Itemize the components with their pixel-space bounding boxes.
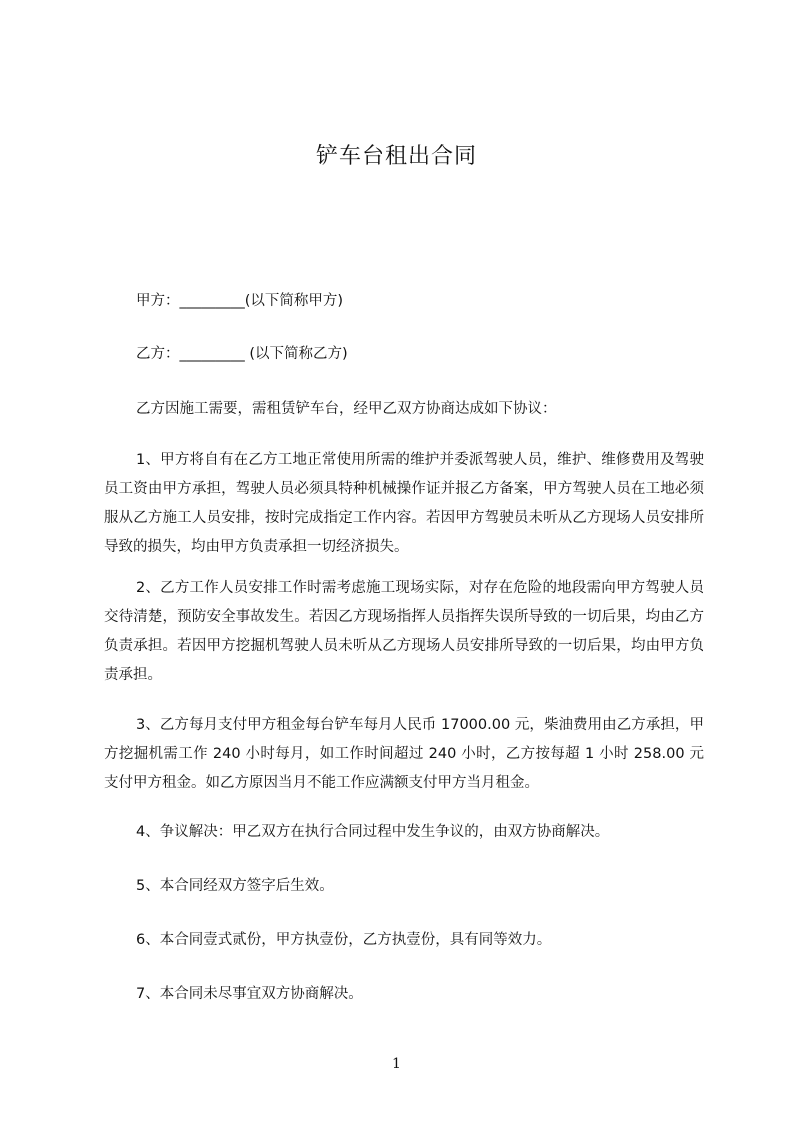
clause-5: 5、本合同经双方签字后生效。 bbox=[136, 878, 334, 894]
clause-3: 3、乙方每月支付甲方租金每台铲车每月人民币 17000.00 元，柴油费用由乙方承担，甲方挖掘机需工作 240 小时每月，如工作时间超过 240 小时，乙方按每超 1 小时 258.00 元支付甲方租金。如乙方原因当月不能工作应满额支付甲方当月租金。 bbox=[104, 717, 704, 791]
clause-6: 6、本合同壹式贰份，甲方执壹份，乙方执壹份，具有同等效力。 bbox=[136, 932, 552, 948]
clause-7: 7、本合同未尽事宜双方协商解决。 bbox=[136, 986, 363, 1002]
clause-1: 1、甲方将自有在乙方工地正常使用所需的维护并委派驾驶人员，维护、维修费用及驾驶员工资由甲方承担，驾驶人员必须具特种机械操作证并报乙方备案，甲方驾驶人员在工地必须服从乙方施工人员安排，按时完成指定工作内容。若因甲方驾驶员未听从乙方现场人员安排所导致的损失，均由甲方负责承担一切经济损失。 bbox=[104, 452, 704, 555]
document-title: 铲车台租出合同 bbox=[315, 144, 477, 169]
party-b-line: 乙方：_________ (以下简称乙方) bbox=[136, 346, 348, 362]
page-number: 1 bbox=[392, 1056, 401, 1072]
clause-2: 2、乙方工作人员安排工作时需考虑施工现场实际，对存在危险的地段需向甲方驾驶人员交待清楚，预防安全事故发生。若因乙方现场指挥人员指挥失误所导致的一切后果，均由乙方负责承担。若因甲方挖掘机驾驶人员未听从乙方现场人员安排所导致的一切后果，均由甲方负责承担。 bbox=[104, 580, 704, 683]
party-a-line: 甲方：_________(以下简称甲方) bbox=[136, 293, 344, 309]
clause-4: 4、争议解决：甲乙双方在执行合同过程中发生争议的，由双方协商解决。 bbox=[136, 824, 610, 840]
preamble: 乙方因施工需要，需租赁铲车台，经甲乙双方协商达成如下协议： bbox=[136, 401, 557, 417]
